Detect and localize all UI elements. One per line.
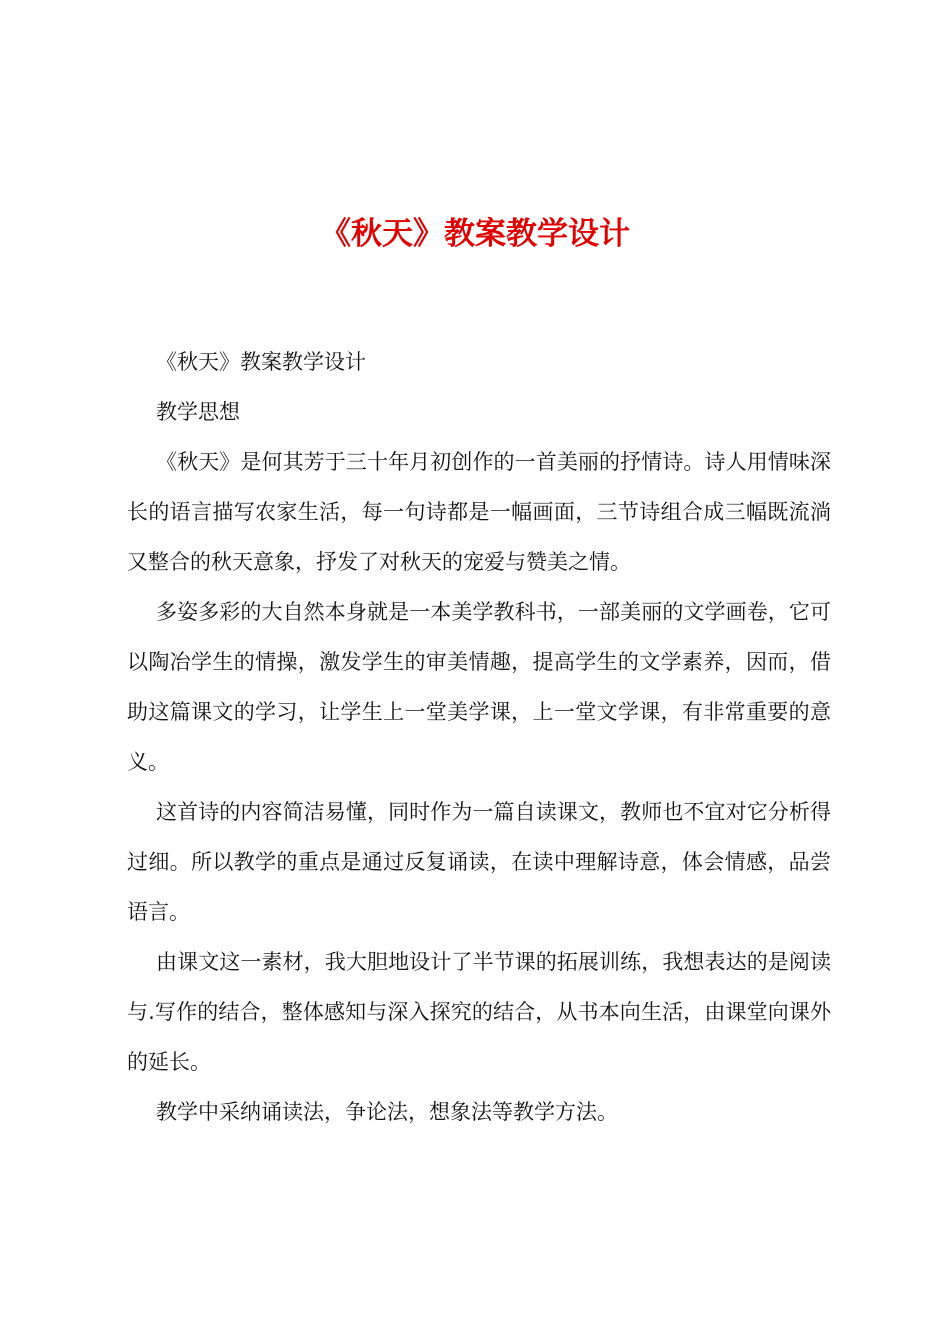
- paragraph-nature: 多姿多彩的大自然本身就是一本美学教科书，一部美丽的文学画卷，它可以陶冶学生的情操，激发学生的审美情趣，提高学生的文学素养，因而，借助这篇课文的学习，让学生上一堂美学课，上一堂文学课，有非常重要的意义。: [127, 600, 831, 774]
- paragraph-methods: 教学中采纳诵读法，争论法，想象法等教学方法。: [156, 1100, 618, 1124]
- paragraph-section-heading: 教学思想: [156, 400, 240, 424]
- paragraph-subtitle: 《秋天》教案教学设计: [156, 350, 366, 374]
- document-title: 《秋天》教案教学设计: [320, 216, 630, 252]
- paragraph-focus: 这首诗的内容简洁易懂，同时作为一篇自读课文，教师也不宜对它分析得过细。所以教学的重点是通过反复诵读，在读中理解诗意，体会情感，品尝语言。: [127, 800, 831, 924]
- paragraph-extension: 由课文这一素材，我大胆地设计了半节课的拓展训练，我想表达的是阅读与.写作的结合，整体感知与深入探究的结合，从书本向生活，由课堂向课外的延长。: [127, 950, 831, 1074]
- document-body: [127, 337, 831, 1137]
- paragraph-intro: 《秋天》是何其芳于三十年月初创作的一首美丽的抒情诗。诗人用情味深长的语言描写农家生活，每一句诗都是一幅画面，三节诗组合成三幅既流淌又整合的秋天意象，抒发了对秋天的宠爱与赞美之情。: [127, 450, 831, 574]
